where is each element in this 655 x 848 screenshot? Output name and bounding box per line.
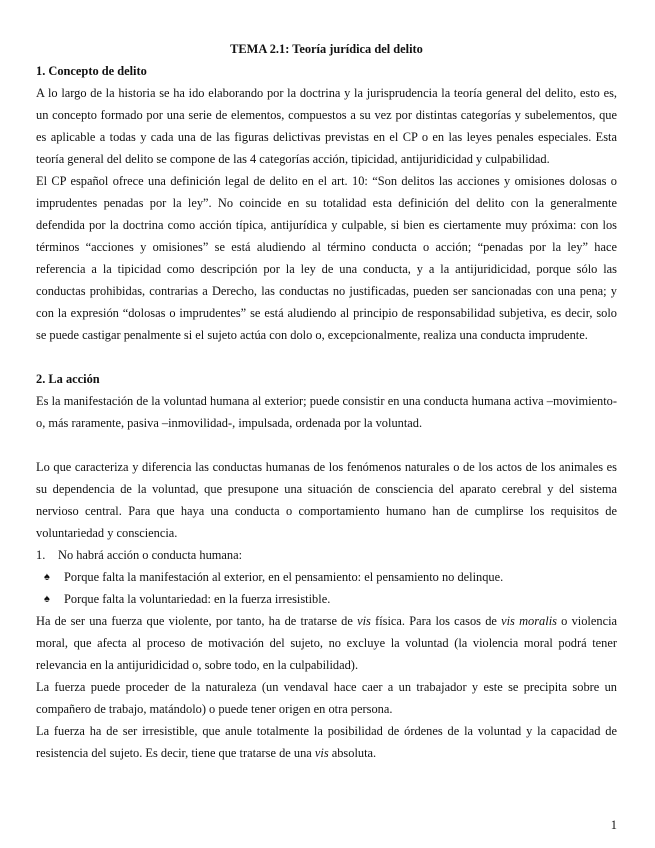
italic-term: vis [357, 614, 371, 628]
text-run: o violencia moral, que afecta al proceso de motivación del sujeto, no excluye la voluntad (la violencia moral podrá tener relevancia en la antijuridicidad o, sobre todo, en la culpabilidad). [36, 614, 618, 672]
bullet-text: Porque falta la manifestación al exterior, en el pensamiento: el pensamiento no delinque. [64, 570, 504, 584]
spade-bullet-icon: ♠ [44, 571, 50, 583]
spacer [36, 434, 617, 456]
section-heading-accion: 2. La acción [36, 372, 100, 386]
bullet-item [36, 588, 617, 610]
paragraph: A lo largo de la historia se ha ido elaborando por la doctrina y la jurisprudencia la teoría general del delito, esto es, un concepto formado por una serie de elementos, compuestos a su vez por distintas categorías y subelementos, que es aplicable a todas y cada una de las figuras delictivas previstas en el CP o en las leyes penales especiales. Esta teoría general del delito se compone de las 4 categorías acción, tipicidad, antijuridicidad y culpabilidad. [36, 86, 617, 166]
list-item-text: No habrá acción o conducta humana: [58, 548, 243, 562]
spade-bullet-icon: ♠ [44, 593, 50, 605]
list-number: 1. [36, 548, 46, 562]
text-run: Ha de ser una fuerza que violente, por tanto, ha de tratarse de [36, 614, 358, 628]
paragraph: Lo que caracteriza y diferencia las conductas humanas de los fenómenos naturales o de los actos de los animales es su dependencia de la voluntad, que presupone una situación de consciencia del aparato cerebral y del sistema nervioso central. Para que haya una conducta o comportamiento humano han de cumplirse los requisitos de voluntariedad y consciencia. [36, 460, 617, 540]
bullet-text: Porque falta la voluntariedad: en la fuerza irresistible. [64, 592, 331, 606]
italic-term: vis moralis [501, 614, 557, 628]
document-page [36, 38, 617, 764]
paragraph: La fuerza puede proceder de la naturaleza (un vendaval hace caer a un trabajador y este se precipita sobre un compañero de trabajo, matándolo) o puede tener origen en otra persona. [36, 680, 617, 716]
paragraph: Es la manifestación de la voluntad humana al exterior; puede consistir en una conducta humana activa –movimiento- o, más raramente, pasiva –inmovilidad-, impulsada, ordenada por la voluntad. [36, 394, 617, 430]
text-run: La fuerza ha de ser irresistible, que anule totalmente la posibilidad de órdenes de la voluntad y la capacidad de resistencia del sujeto. Es decir, tiene que tratarse de una [36, 724, 617, 760]
numbered-list-item [36, 544, 617, 566]
paragraph: El CP español ofrece una definición legal de delito en el art. 10: “Son delitos las acciones y omisiones dolosas o imprudentes penadas por la ley”. No coincide en su totalidad esta definición del delito con la generalmente defendida por la doctrina como acción típica, antijurídica y culpable, si bien es ciertamente muy próxima: con los términos “acciones y omisiones” se está aludiendo al término conducta o acción; “penadas por la ley” hace referencia a la tipicidad como descripción por la ley de una conducta, y a la antijuridicidad, porque sólo las conductas prohibidas, contrarias a Derecho, las conductas no justificadas, pueden ser sancionadas con una pena; y con la expresión “dolosas o imprudentes” se está aludiendo al principio de responsabilidad subjetiva, es decir, solo se puede castigar penalmente si el sujeto actúa con dolo o, excepcionalmente, realiza una conducta imprudente. [36, 174, 617, 342]
text-run: absoluta. [328, 746, 377, 760]
document-title: TEMA 2.1: Teoría jurídica del delito [230, 42, 423, 56]
spacer [36, 346, 617, 368]
section-heading-concepto: 1. Concepto de delito [36, 64, 147, 78]
text-run: física. Para los casos de [370, 614, 502, 628]
italic-term: vis [314, 746, 329, 760]
paragraph [36, 610, 617, 676]
bullet-item [36, 566, 617, 588]
paragraph [36, 720, 617, 764]
page-number: 1 [610, 818, 617, 832]
